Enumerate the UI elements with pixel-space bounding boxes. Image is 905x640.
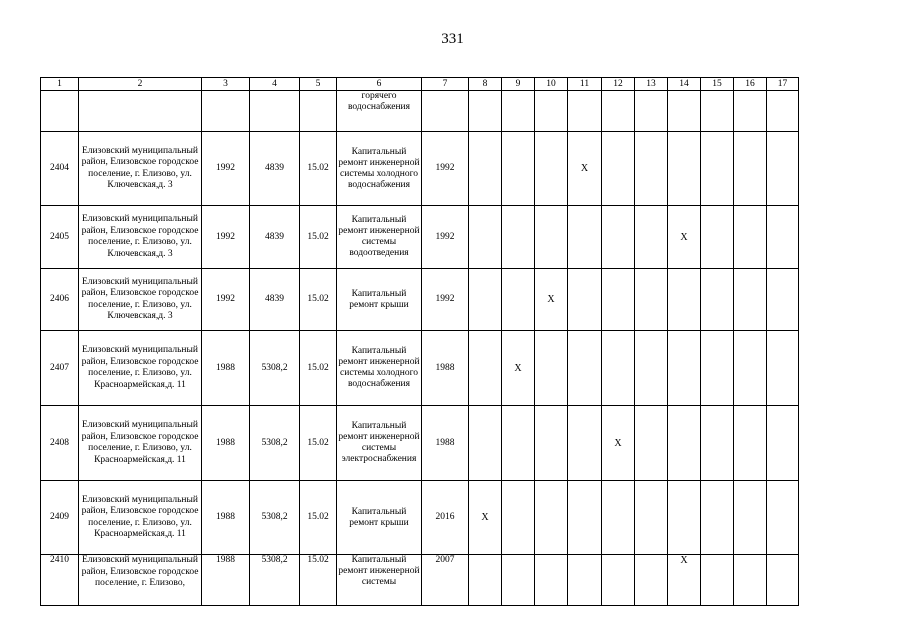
work-type-cell: Капитальный ремонт инженерной системы холодного водоснабжения [337,331,422,406]
empty-cell [701,132,734,206]
empty-cell [535,331,568,406]
empty-cell [535,91,568,132]
area-cell: 5308,2 [250,481,300,555]
empty-cell [602,132,635,206]
empty-cell [767,555,799,606]
empty-cell [469,132,502,206]
column-number: 15 [701,78,734,91]
page-number: 331 [441,31,464,47]
column-number: 2 [79,78,202,91]
table-row [41,132,799,206]
empty-cell [250,91,300,132]
area-cell: 5308,2 [250,406,300,481]
empty-cell [535,206,568,269]
empty-cell [422,91,469,132]
empty-cell [734,406,767,481]
empty-cell [635,132,668,206]
column-number: 10 [535,78,568,91]
address-cell: Елизовский муниципальный район, Елизовское городское поселение, г. Елизово, ул. Красноармейская,д. 11 [79,331,202,406]
table-row [41,555,799,606]
column-number: 1 [41,78,79,91]
work-type-cell: горячего водоснабжения [337,91,422,132]
empty-cell [568,269,602,331]
empty-cell [734,555,767,606]
code-cell: 15.02 [300,206,337,269]
address-cell: Елизовский муниципальный район, Елизовское городское поселение, г. Елизово, ул. Ключевская,д. 3 [79,132,202,206]
empty-cell [635,91,668,132]
mark-cell: X [668,555,701,606]
empty-cell [635,269,668,331]
area-cell: 5308,2 [250,555,300,606]
empty-cell [635,406,668,481]
table-body [41,78,799,606]
empty-cell [734,331,767,406]
mark-cell: X [469,481,502,555]
empty-cell [469,91,502,132]
empty-cell [469,331,502,406]
empty-cell [668,269,701,331]
column-number-row [41,78,799,91]
code-cell: 15.02 [300,132,337,206]
empty-cell [469,269,502,331]
column-number: 7 [422,78,469,91]
empty-cell [701,91,734,132]
mark-cell: X [502,331,535,406]
empty-cell [568,555,602,606]
area-cell: 4839 [250,269,300,331]
year-done-cell: 1992 [422,269,469,331]
table-row [41,331,799,406]
column-number: 9 [502,78,535,91]
year-done-cell: 1992 [422,132,469,206]
empty-cell [701,269,734,331]
empty-cell [502,481,535,555]
code-cell: 15.02 [300,555,337,606]
row-id-cell: 2408 [41,406,79,481]
empty-cell [469,406,502,481]
empty-cell [734,91,767,132]
year-cell: 1992 [202,269,250,331]
empty-cell [79,91,202,132]
address-cell: Елизовский муниципальный район, Елизовское городское поселение, г. Елизово, ул. Красноармейская,д. 11 [79,481,202,555]
year-done-cell: 1988 [422,406,469,481]
empty-cell [502,91,535,132]
empty-cell [602,269,635,331]
column-number: 3 [202,78,250,91]
empty-cell [701,206,734,269]
empty-cell [502,555,535,606]
empty-cell [602,555,635,606]
empty-cell [701,481,734,555]
address-cell: Елизовский муниципальный район, Елизовское городское поселение, г. Елизово, ул. Красноармейская,д. 11 [79,406,202,481]
work-type-cell: Капитальный ремонт инженерной системы [337,555,422,606]
year-cell: 1988 [202,481,250,555]
empty-cell [668,481,701,555]
column-number: 12 [602,78,635,91]
empty-cell [535,555,568,606]
empty-cell [202,91,250,132]
row-id-cell: 2407 [41,331,79,406]
column-number: 4 [250,78,300,91]
area-cell: 4839 [250,206,300,269]
mark-cell: X [602,406,635,481]
empty-cell [469,555,502,606]
empty-cell [602,91,635,132]
year-cell: 1988 [202,406,250,481]
address-cell: Елизовский муниципальный район, Елизовское городское поселение, г. Елизово, ул. Ключевская,д. 3 [79,269,202,331]
row-id-cell: 2409 [41,481,79,555]
empty-cell [701,555,734,606]
work-type-cell: Капитальный ремонт инженерной системы холодного водоснабжения [337,132,422,206]
year-cell: 1992 [202,206,250,269]
continuation-row [41,91,799,132]
empty-cell [701,406,734,481]
row-id-cell: 2404 [41,132,79,206]
empty-cell [41,91,79,132]
column-number: 6 [337,78,422,91]
empty-cell [734,481,767,555]
year-cell: 1988 [202,555,250,606]
empty-cell [635,206,668,269]
empty-cell [767,132,799,206]
empty-cell [469,206,502,269]
empty-cell [568,206,602,269]
empty-cell [767,331,799,406]
row-id-cell: 2406 [41,269,79,331]
area-cell: 4839 [250,132,300,206]
year-cell: 1992 [202,132,250,206]
empty-cell [300,91,337,132]
table-row [41,406,799,481]
mark-cell: X [668,206,701,269]
empty-cell [502,132,535,206]
empty-cell [701,331,734,406]
code-cell: 15.02 [300,331,337,406]
register-table [40,77,799,606]
empty-cell [535,481,568,555]
empty-cell [668,331,701,406]
address-cell: Елизовский муниципальный район, Елизовское городское поселение, г. Елизово, ул. Ключевская,д. 3 [79,206,202,269]
empty-cell [568,91,602,132]
empty-cell [767,206,799,269]
empty-cell [602,206,635,269]
code-cell: 15.02 [300,481,337,555]
empty-cell [568,331,602,406]
row-id-cell: 2410 [41,555,79,606]
year-cell: 1988 [202,331,250,406]
area-cell: 5308,2 [250,331,300,406]
row-id-cell: 2405 [41,206,79,269]
empty-cell [535,406,568,481]
year-done-cell: 1992 [422,206,469,269]
empty-cell [635,555,668,606]
work-type-cell: Капитальный ремонт инженерной системы электроснабжения [337,406,422,481]
empty-cell [635,331,668,406]
empty-cell [767,481,799,555]
address-cell: Елизовский муниципальный район, Елизовское городское поселение, г. Елизово, [79,555,202,606]
work-type-cell: Капитальный ремонт крыши [337,481,422,555]
empty-cell [602,481,635,555]
empty-cell [734,206,767,269]
column-number: 11 [568,78,602,91]
empty-cell [668,91,701,132]
empty-cell [767,269,799,331]
column-number: 16 [734,78,767,91]
empty-cell [635,481,668,555]
empty-cell [602,331,635,406]
mark-cell: X [535,269,568,331]
year-done-cell: 2007 [422,555,469,606]
empty-cell [668,406,701,481]
table-row [41,481,799,555]
column-number: 5 [300,78,337,91]
empty-cell [502,406,535,481]
column-number: 14 [668,78,701,91]
empty-cell [734,132,767,206]
table-row [41,269,799,331]
empty-cell [568,481,602,555]
year-done-cell: 2016 [422,481,469,555]
empty-cell [734,269,767,331]
column-number: 17 [767,78,799,91]
empty-cell [502,269,535,331]
table-row [41,206,799,269]
year-done-cell: 1988 [422,331,469,406]
column-number: 13 [635,78,668,91]
empty-cell [668,132,701,206]
empty-cell [568,406,602,481]
code-cell: 15.02 [300,269,337,331]
empty-cell [767,406,799,481]
empty-cell [535,132,568,206]
column-number: 8 [469,78,502,91]
work-type-cell: Капитальный ремонт крыши [337,269,422,331]
empty-cell [502,206,535,269]
mark-cell: X [568,132,602,206]
work-type-cell: Капитальный ремонт инженерной системы водоотведения [337,206,422,269]
empty-cell [767,91,799,132]
code-cell: 15.02 [300,406,337,481]
